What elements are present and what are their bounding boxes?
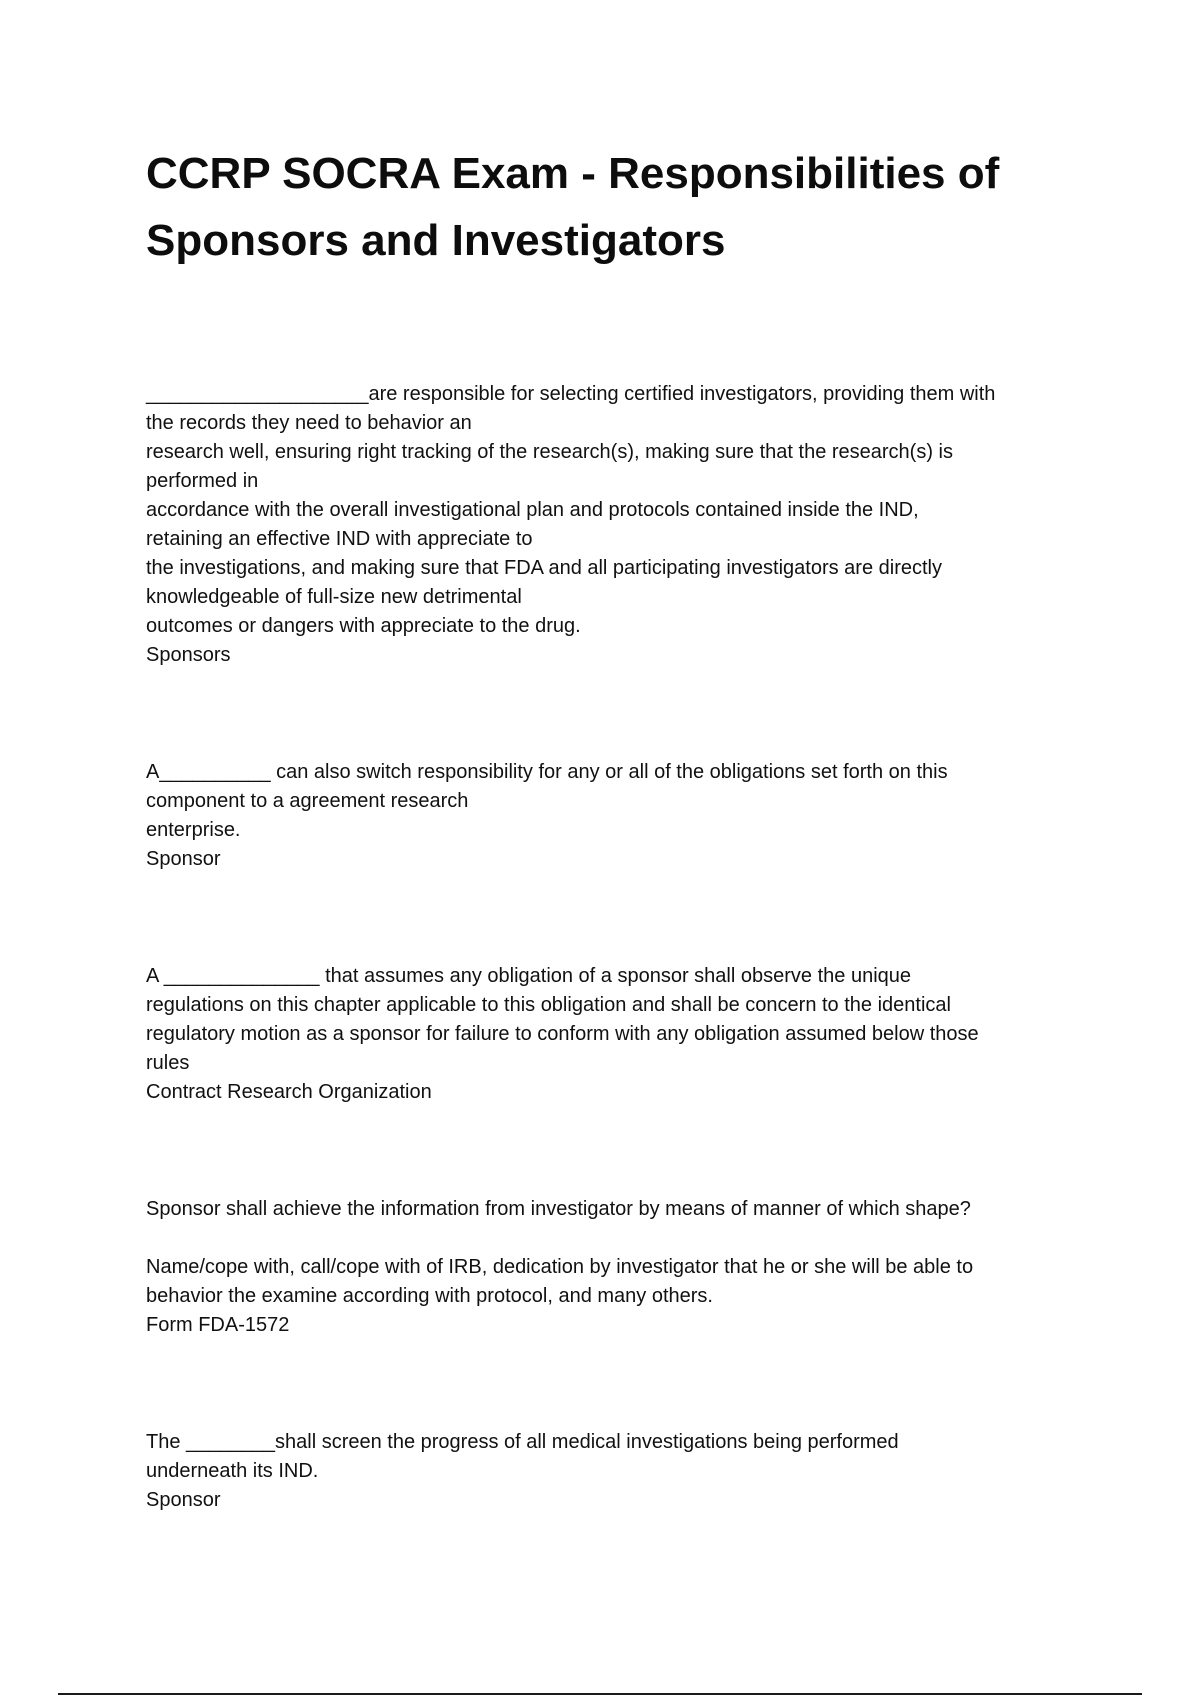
question-line: the investigations, and making sure that FDA and all participating investigators are directly <box>146 557 942 579</box>
question-line: research well, ensuring right tracking of the research(s), making sure that the research(s) is <box>146 441 954 463</box>
question-line: A__________ can also switch responsibility for any or all of the obligations set forth on this <box>146 761 948 783</box>
question-line: component to a agreement research <box>146 790 469 812</box>
question-text <box>146 962 1106 1078</box>
question-line: regulatory motion as a sponsor for failure to conform with any obligation assumed below those <box>146 1023 979 1045</box>
answer-text: Sponsors <box>146 644 231 666</box>
question-line: the records they need to behavior an <box>146 412 472 434</box>
qa-item <box>146 380 1106 670</box>
qa-item <box>146 758 1106 874</box>
question-text <box>146 380 1106 641</box>
question-line: Name/cope with, call/cope with of IRB, dedication by investigator that he or she will be able to <box>146 1256 974 1278</box>
footer-divider <box>58 1693 1142 1695</box>
qa-item <box>146 1195 1106 1340</box>
question-line: rules <box>146 1052 190 1074</box>
question-line: A ______________ that assumes any obligation of a sponsor shall observe the unique <box>146 965 911 987</box>
question-text <box>146 1195 1106 1311</box>
question-line: underneath its IND. <box>146 1460 319 1482</box>
question-line: regulations on this chapter applicable to this obligation and shall be concern to the identical <box>146 994 951 1016</box>
answer-text: Contract Research Organization <box>146 1081 432 1103</box>
blank-line <box>146 1224 1106 1253</box>
question-line: retaining an effective IND with appreciate to <box>146 528 533 550</box>
question-line: The ________shall screen the progress of all medical investigations being performed <box>146 1431 899 1453</box>
question-line: Sponsor shall achieve the information from investigator by means of manner of which shape? <box>146 1198 971 1220</box>
question-text <box>146 1428 1106 1486</box>
qa-item <box>146 962 1106 1107</box>
qa-item <box>146 1428 1106 1515</box>
document-page <box>146 140 1106 1515</box>
question-line: knowledgeable of full-size new detrimental <box>146 586 522 608</box>
question-answer-list <box>146 380 1106 1515</box>
answer-text: Sponsor <box>146 848 221 870</box>
question-line: accordance with the overall investigational plan and protocols contained inside the IND, <box>146 499 919 521</box>
question-line: enterprise. <box>146 819 241 841</box>
page-title <box>146 140 1106 274</box>
question-line: performed in <box>146 470 259 492</box>
question-text <box>146 758 1106 845</box>
title-line: CCRP SOCRA Exam - Responsibilities of <box>146 149 1000 198</box>
title-line: Sponsors and Investigators <box>146 216 726 265</box>
question-line: outcomes or dangers with appreciate to the drug. <box>146 615 581 637</box>
answer-text: Form FDA-1572 <box>146 1314 290 1336</box>
question-line: behavior the examine according with protocol, and many others. <box>146 1285 713 1307</box>
answer-text: Sponsor <box>146 1489 221 1511</box>
question-line: ____________________are responsible for selecting certified investigators, providing them with <box>146 383 996 405</box>
